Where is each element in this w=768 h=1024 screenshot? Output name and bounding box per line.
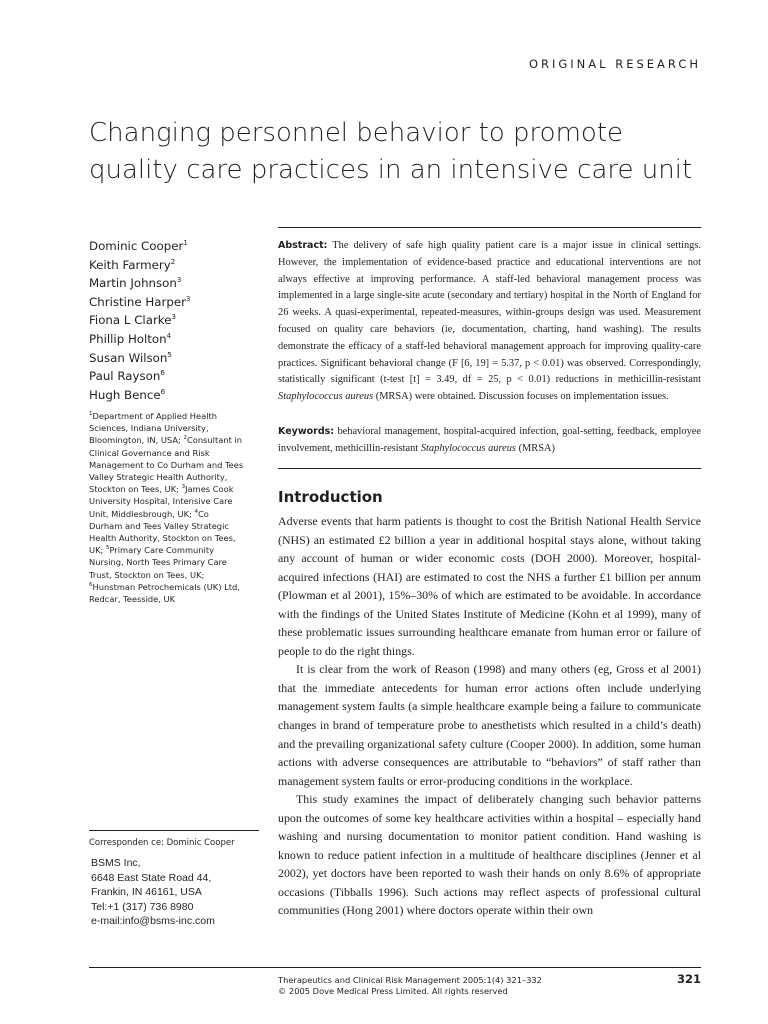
article-title: Changing personnel behavior to promote quality care practices in an intensive care unit: [89, 118, 693, 185]
affiliation-line: Clinical Governance and Risk: [89, 447, 210, 458]
keywords-text: behavioral management, hospital-acquired infection, goal-setting, feedback, employee involvement, methicillin-resistant: [278, 426, 701, 454]
address-line: Tel:+1 (317) 736 8980: [91, 900, 194, 913]
journal-citation: Therapeutics and Clinical Risk Management 2005:1(4) 321–332: [278, 975, 542, 985]
affiliation-line: $^1$Department of Applied Health: [89, 411, 218, 421]
address-line: BSMS Inc,: [91, 857, 141, 869]
footer-rule: [89, 967, 701, 968]
correspondence-address: [91, 856, 215, 929]
author: Martin Johnson$^3$: [89, 276, 182, 291]
affiliation-line: Health Authority, Stockton on Tees,: [89, 533, 236, 544]
affiliation-line: University Hospital, Intensive Care: [89, 496, 233, 507]
affiliations: [89, 410, 264, 605]
affiliation-line: Durham and Tees Valley Strategic: [89, 520, 229, 531]
keywords: [278, 424, 701, 458]
affiliation-line: Sciences, Indiana University,: [89, 423, 209, 434]
affiliation-line: Valley Strategic Health Authority,: [89, 472, 228, 483]
author: Susan Wilson$^5$: [89, 350, 172, 365]
address-line: Frankin, IN 46161, USA: [91, 886, 202, 899]
affiliation-line: Unit, Middlesbrough, UK; $^4$Co: [89, 508, 209, 519]
affiliation-line: Bloomington, IN, USA; $^2$Consultant in: [89, 435, 243, 446]
abstract: [278, 238, 701, 406]
email-address: e-mail:info@bsms-inc.com: [91, 915, 215, 928]
correspondence-label: Corresponden ce: Dominic Cooper: [89, 838, 235, 848]
author: Christine Harper$^3$: [89, 294, 191, 309]
abstract-italic: Staphylococcus aureus: [278, 391, 374, 403]
abstract-bottom-rule: [278, 468, 701, 469]
affiliation-line: Stockton on Tees, UK; $^3$James Cook: [89, 484, 234, 495]
copyright: © 2005 Dove Medical Press Limited. All rights reserved: [278, 986, 508, 996]
correspondence-rule: [89, 830, 259, 831]
author: Fiona L Clarke$^3$: [89, 313, 176, 328]
paragraph: Adverse events that harm patients is thought to cost the British National Health Service (NHS) an estimated £2 billion a year in additional hospital stays alone, without taking any account of human or wider economic costs (DOH 2000). Moreover, hospital-acquired infections (HAI) are estimated to cost the NHS a further £1 billion per annum (Plowman et al 2001), 15%–30% of which are estimated to be avoidable. In accordance with the findings of the United States Institute of Medicine (Kohn et al 1999), many of these problematic issues surrounding healthcare emanate from human error or failure of people to do the right things.: [278, 514, 701, 658]
affiliation-line: UK; $^5$Primary Care Community: [89, 545, 215, 556]
section-label: ORIGINAL RESEARCH: [528, 57, 701, 71]
affiliation-line: Trust, Stockton on Tees, UK;: [89, 569, 205, 580]
affiliation-line: Redcar, Teesside, UK: [89, 594, 176, 605]
affiliation-line: $^6$Hunstman Petrochemicals (UK) Ltd,: [89, 581, 240, 592]
footer-citation: [278, 975, 542, 997]
keywords-italic: Staphylococcus aureus: [420, 442, 516, 454]
author: Dominic Cooper$^1$: [89, 239, 188, 253]
author: Hugh Bence$^6$: [89, 387, 166, 402]
author: Keith Farmery$^2$: [89, 257, 176, 272]
introduction-body: [278, 512, 701, 920]
abstract-text: The delivery of safe high quality patient care is a major issue in clinical settings. However, the implementation of evidence-based practice and educational interventions are not always effective at improving performance. A staff-led behavioral management process was implemented in a large single-site acute (secondary and tertiary) hospital in the North of England for 26 weeks. A quasi-experimental, repeated-measures, within-groups design was used. Measurement focused on quality care behaviors (ie, documentation, charting, hand washing). The results demonstrate the efficacy of a staff-led behavioral management approach for improving quality-care practices. Significant behavioral change (F [6, 19] = 5.37, p < 0.01) was observed. Correspondingly, statistically significant (t-test [t] = 3.49, df = 25, p < 0.01) reductions in methicillin-resistant: [278, 240, 701, 386]
keywords-label: Keywords:: [278, 426, 335, 437]
author: Phillip Holton$^4$: [89, 331, 172, 346]
author: Paul Rayson$^6$: [89, 369, 165, 384]
abstract-label: Abstract:: [278, 240, 328, 251]
author-list: [89, 237, 264, 404]
paragraph: It is clear from the work of Reason (1998) and many others (eg, Gross et al 2001) that the immediate antecedents for human error actions often include underlying management system faults (a simple healthcare example being a failure to communicate changes in brand of temperature probe to anesthetists which resulted in a child’s death) and the prevailing organizational safety culture (Cooper 2000). In addition, some human actions with adverse consequences are attributable to “behaviors” of staff rather than management system faults or error-producing conditions in the workplace.: [278, 662, 701, 788]
affiliation-line: Nursing, North Tees Primary Care: [89, 557, 227, 568]
paragraph: This study examines the impact of deliberately changing such behavior patterns upon the outcomes of some key healthcare activities within a hospital – especially hand washing and nursing documentation to monitor patient condition. Hand washing is known to reduce patient infection in a multitude of healthcare disciplines (Jenner et al 2002), yet doctors have been reported to wash their hands on only 8.6% of appropriate occasions (Tibballs 1996). Such actions may reflect aspects of professional cultural communities (Hong 2001) where doctors operate within their own: [278, 792, 701, 918]
introduction-heading: Introduction: [278, 488, 383, 506]
abstract-text-end: (MRSA) were obtained. Discussion focuses on implementation issues.: [373, 391, 669, 403]
affiliation-line: Management to Co Durham and Tees: [89, 459, 244, 470]
abstract-top-rule: [278, 227, 701, 228]
page-number: 321: [676, 972, 701, 986]
address-line: 6648 East State Road 44,: [91, 871, 212, 884]
keywords-text-end: (MRSA): [515, 442, 555, 454]
